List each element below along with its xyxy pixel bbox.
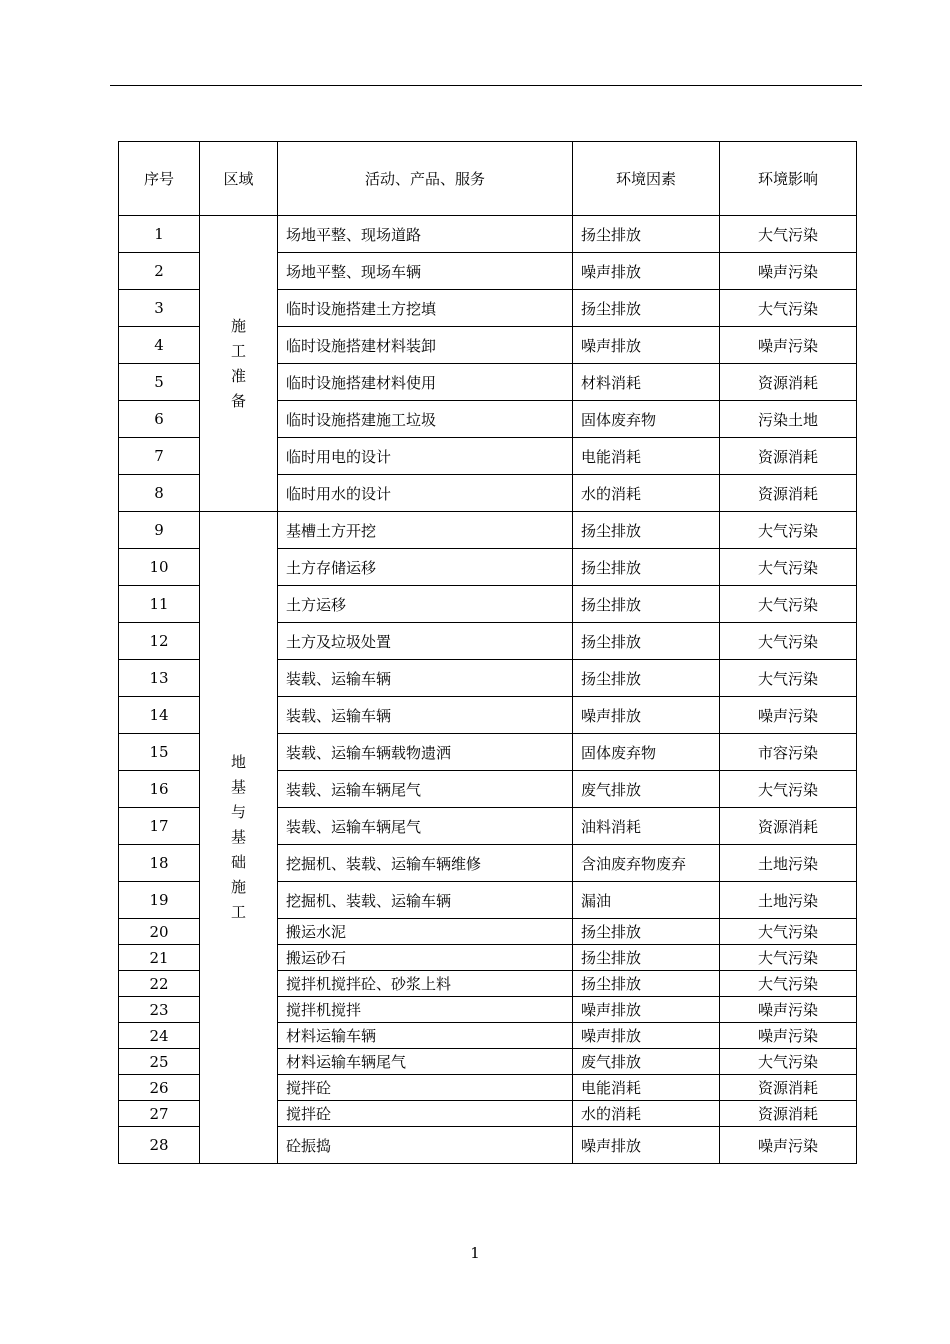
factor-cell: 含油废弃物废弃 bbox=[573, 845, 720, 882]
row-number: 9 bbox=[119, 512, 200, 549]
factor-cell: 固体废弃物 bbox=[573, 734, 720, 771]
area-label-char: 施 bbox=[230, 878, 246, 896]
row-number: 21 bbox=[119, 945, 200, 971]
impact-cell: 大气污染 bbox=[720, 971, 857, 997]
impact-cell: 噪声污染 bbox=[720, 1023, 857, 1049]
activity-cell: 装载、运输车辆尾气 bbox=[278, 771, 573, 808]
header-activity: 活动、产品、服务 bbox=[278, 142, 573, 216]
activity-cell: 搅拌砼 bbox=[278, 1075, 573, 1101]
impact-cell: 大气污染 bbox=[720, 945, 857, 971]
factor-cell: 扬尘排放 bbox=[573, 623, 720, 660]
impact-cell: 土地污染 bbox=[720, 882, 857, 919]
area-label-char: 基 bbox=[230, 828, 246, 846]
activity-cell: 材料运输车辆 bbox=[278, 1023, 573, 1049]
row-number: 10 bbox=[119, 549, 200, 586]
activity-cell: 材料运输车辆尾气 bbox=[278, 1049, 573, 1075]
header-area: 区域 bbox=[200, 142, 278, 216]
area-label-char: 础 bbox=[230, 853, 246, 871]
factor-cell: 材料消耗 bbox=[573, 364, 720, 401]
factor-cell: 扬尘排放 bbox=[573, 290, 720, 327]
activity-cell: 场地平整、现场道路 bbox=[278, 216, 573, 253]
impact-cell: 噪声污染 bbox=[720, 997, 857, 1023]
row-number: 24 bbox=[119, 1023, 200, 1049]
factor-cell: 扬尘排放 bbox=[573, 549, 720, 586]
factor-cell: 噪声排放 bbox=[573, 1023, 720, 1049]
area-cell bbox=[200, 216, 278, 512]
row-number: 18 bbox=[119, 845, 200, 882]
factor-cell: 扬尘排放 bbox=[573, 216, 720, 253]
impact-cell: 噪声污染 bbox=[720, 253, 857, 290]
impact-cell: 大气污染 bbox=[720, 512, 857, 549]
activity-cell: 临时设施搭建土方挖填 bbox=[278, 290, 573, 327]
area-label-char: 准 bbox=[230, 366, 246, 385]
impact-cell: 大气污染 bbox=[720, 290, 857, 327]
row-number: 25 bbox=[119, 1049, 200, 1075]
table-row bbox=[119, 216, 857, 253]
row-number: 8 bbox=[119, 475, 200, 512]
activity-cell: 基槽土方开挖 bbox=[278, 512, 573, 549]
factor-cell: 电能消耗 bbox=[573, 438, 720, 475]
impact-cell: 噪声污染 bbox=[720, 327, 857, 364]
row-number: 27 bbox=[119, 1101, 200, 1127]
activity-cell: 搬运砂石 bbox=[278, 945, 573, 971]
row-number: 3 bbox=[119, 290, 200, 327]
impact-cell: 噪声污染 bbox=[720, 1127, 857, 1164]
table-row bbox=[119, 512, 857, 549]
activity-cell: 搅拌机搅拌砼、砂浆上料 bbox=[278, 971, 573, 997]
environment-factor-table bbox=[118, 141, 857, 1164]
row-number: 13 bbox=[119, 660, 200, 697]
factor-cell: 电能消耗 bbox=[573, 1075, 720, 1101]
factor-cell: 固体废弃物 bbox=[573, 401, 720, 438]
activity-cell: 场地平整、现场车辆 bbox=[278, 253, 573, 290]
impact-cell: 大气污染 bbox=[720, 549, 857, 586]
impact-cell: 噪声污染 bbox=[720, 697, 857, 734]
activity-cell: 土方及垃圾处置 bbox=[278, 623, 573, 660]
activity-cell: 临时设施搭建材料装卸 bbox=[278, 327, 573, 364]
factor-cell: 扬尘排放 bbox=[573, 586, 720, 623]
factor-cell: 噪声排放 bbox=[573, 697, 720, 734]
area-label-char: 备 bbox=[230, 391, 246, 410]
impact-cell: 土地污染 bbox=[720, 845, 857, 882]
row-number: 6 bbox=[119, 401, 200, 438]
factor-cell: 噪声排放 bbox=[573, 997, 720, 1023]
row-number: 5 bbox=[119, 364, 200, 401]
impact-cell: 资源消耗 bbox=[720, 438, 857, 475]
row-number: 11 bbox=[119, 586, 200, 623]
impact-cell: 大气污染 bbox=[720, 1049, 857, 1075]
table-body bbox=[119, 216, 857, 1164]
area-label-char: 与 bbox=[230, 803, 246, 821]
impact-cell: 资源消耗 bbox=[720, 808, 857, 845]
activity-cell: 装载、运输车辆尾气 bbox=[278, 808, 573, 845]
activity-cell: 土方存储运移 bbox=[278, 549, 573, 586]
row-number: 22 bbox=[119, 971, 200, 997]
impact-cell: 大气污染 bbox=[720, 660, 857, 697]
area-label-char: 基 bbox=[230, 778, 246, 796]
header-no: 序号 bbox=[119, 142, 200, 216]
row-number: 2 bbox=[119, 253, 200, 290]
row-number: 23 bbox=[119, 997, 200, 1023]
row-number: 28 bbox=[119, 1127, 200, 1164]
factor-cell: 扬尘排放 bbox=[573, 945, 720, 971]
factor-cell: 水的消耗 bbox=[573, 1101, 720, 1127]
row-number: 17 bbox=[119, 808, 200, 845]
row-number: 19 bbox=[119, 882, 200, 919]
row-number: 4 bbox=[119, 327, 200, 364]
row-number: 15 bbox=[119, 734, 200, 771]
impact-cell: 资源消耗 bbox=[720, 475, 857, 512]
header-factor: 环境因素 bbox=[573, 142, 720, 216]
activity-cell: 临时用电的设计 bbox=[278, 438, 573, 475]
table-header-row bbox=[119, 142, 857, 216]
row-number: 1 bbox=[119, 216, 200, 253]
impact-cell: 大气污染 bbox=[720, 771, 857, 808]
area-label-char: 地 bbox=[230, 753, 246, 771]
factor-cell: 水的消耗 bbox=[573, 475, 720, 512]
factor-cell: 油料消耗 bbox=[573, 808, 720, 845]
factor-cell: 扬尘排放 bbox=[573, 919, 720, 945]
factor-cell: 扬尘排放 bbox=[573, 660, 720, 697]
activity-cell: 装载、运输车辆载物遗洒 bbox=[278, 734, 573, 771]
header-impact: 环境影响 bbox=[720, 142, 857, 216]
impact-cell: 大气污染 bbox=[720, 919, 857, 945]
impact-cell: 资源消耗 bbox=[720, 364, 857, 401]
impact-cell: 资源消耗 bbox=[720, 1075, 857, 1101]
header-rule bbox=[110, 85, 862, 86]
activity-cell: 砼振捣 bbox=[278, 1127, 573, 1164]
factor-cell: 噪声排放 bbox=[573, 253, 720, 290]
impact-cell: 市容污染 bbox=[720, 734, 857, 771]
activity-cell: 装载、运输车辆 bbox=[278, 660, 573, 697]
row-number: 16 bbox=[119, 771, 200, 808]
factor-cell: 废气排放 bbox=[573, 1049, 720, 1075]
activity-cell: 装载、运输车辆 bbox=[278, 697, 573, 734]
impact-cell: 大气污染 bbox=[720, 623, 857, 660]
activity-cell: 临时设施搭建材料使用 bbox=[278, 364, 573, 401]
factor-cell: 漏油 bbox=[573, 882, 720, 919]
activity-cell: 搅拌砼 bbox=[278, 1101, 573, 1127]
row-number: 12 bbox=[119, 623, 200, 660]
activity-cell: 挖掘机、装载、运输车辆 bbox=[278, 882, 573, 919]
factor-cell: 扬尘排放 bbox=[573, 971, 720, 997]
activity-cell: 土方运移 bbox=[278, 586, 573, 623]
impact-cell: 大气污染 bbox=[720, 586, 857, 623]
impact-cell: 资源消耗 bbox=[720, 1101, 857, 1127]
area-label-char: 工 bbox=[230, 903, 246, 921]
activity-cell: 临时用水的设计 bbox=[278, 475, 573, 512]
activity-cell: 搬运水泥 bbox=[278, 919, 573, 945]
activity-cell: 挖掘机、装载、运输车辆维修 bbox=[278, 845, 573, 882]
factor-cell: 噪声排放 bbox=[573, 1127, 720, 1164]
factor-cell: 扬尘排放 bbox=[573, 512, 720, 549]
impact-cell: 大气污染 bbox=[720, 216, 857, 253]
area-label-char: 施 bbox=[230, 316, 246, 335]
page-number: 1 bbox=[470, 1244, 480, 1262]
activity-cell: 搅拌机搅拌 bbox=[278, 997, 573, 1023]
row-number: 14 bbox=[119, 697, 200, 734]
factor-cell: 噪声排放 bbox=[573, 327, 720, 364]
row-number: 7 bbox=[119, 438, 200, 475]
row-number: 20 bbox=[119, 919, 200, 945]
impact-cell: 污染土地 bbox=[720, 401, 857, 438]
factor-cell: 废气排放 bbox=[573, 771, 720, 808]
activity-cell: 临时设施搭建施工垃圾 bbox=[278, 401, 573, 438]
row-number: 26 bbox=[119, 1075, 200, 1101]
area-label-char: 工 bbox=[230, 341, 246, 360]
area-cell bbox=[200, 512, 278, 1164]
